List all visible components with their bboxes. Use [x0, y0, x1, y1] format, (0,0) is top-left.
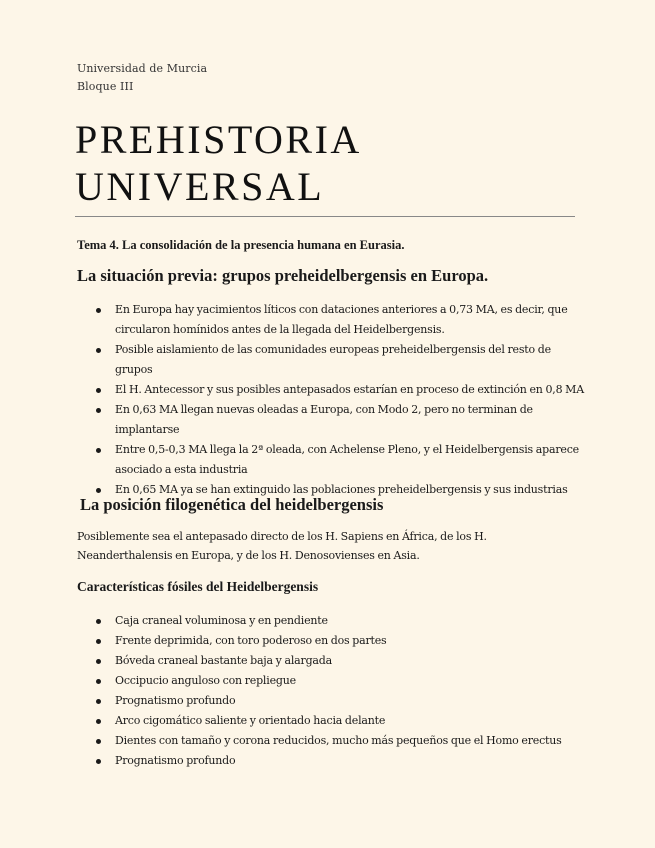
list-item: Entre 0,5-0,3 MA llega la 2ª oleada, con Achelense Pleno, y el Heidelbergensis aparece asociado a esta industria: [96, 440, 586, 480]
title-line-1: PREHISTORIA: [75, 117, 362, 162]
caracteristicas-list: [96, 611, 586, 771]
list-item: En Europa hay yacimientos líticos con dataciones anteriores a 0,73 MA, es decir, que circularon homínidos antes de la llegada del Heidelbergensis.: [96, 300, 586, 340]
list-item: Frente deprimida, con toro poderoso en dos partes: [96, 631, 586, 651]
list-item: Arco cigomático saliente y orientado hacia delante: [96, 711, 586, 731]
topic-heading: Tema 4. La consolidación de la presencia humana en Eurasia.: [77, 238, 405, 252]
list-item: En 0,65 MA ya se han extinguido las poblaciones preheidelbergensis y sus industrias: [96, 480, 586, 500]
list-item: Prognatismo profundo: [96, 691, 586, 711]
list-item: Caja craneal voluminosa y en pendiente: [96, 611, 586, 631]
list-item: El H. Antecessor y sus posibles antepasados estarían en proceso de extinción en 0,8 MA: [96, 380, 586, 400]
situacion-list: [96, 300, 586, 500]
title-line-2: UNIVERSAL: [75, 164, 325, 209]
list-item: Prognatismo profundo: [96, 751, 586, 771]
list-item: Bóveda craneal bastante baja y alargada: [96, 651, 586, 671]
list-item: Posible aislamiento de las comunidades europeas preheidelbergensis del resto de grupos: [96, 340, 586, 380]
list-item: En 0,63 MA llegan nuevas oleadas a Europa, con Modo 2, pero no terminan de implantarse: [96, 400, 586, 440]
section-heading-posicion: La posición filogenética del heidelbergensis: [80, 495, 384, 514]
posicion-paragraph: Posiblemente sea el antepasado directo de los H. Sapiens en África, de los H. Neanderthalensis en Europa, y de los H. Denosovienses en Asia.: [77, 530, 487, 562]
section-heading-caracteristicas: Características fósiles del Heidelbergensis: [77, 579, 319, 594]
list-item: Occipucio anguloso con repliegue: [96, 671, 586, 691]
block-label: Bloque III: [77, 80, 134, 93]
institution-label: Universidad de Murcia: [77, 62, 208, 75]
section-heading-situacion: La situación previa: grupos preheidelbergensis en Europa.: [77, 266, 489, 285]
title-divider: [75, 216, 575, 217]
list-item: Dientes con tamaño y corona reducidos, mucho más pequeños que el Homo erectus: [96, 731, 586, 751]
